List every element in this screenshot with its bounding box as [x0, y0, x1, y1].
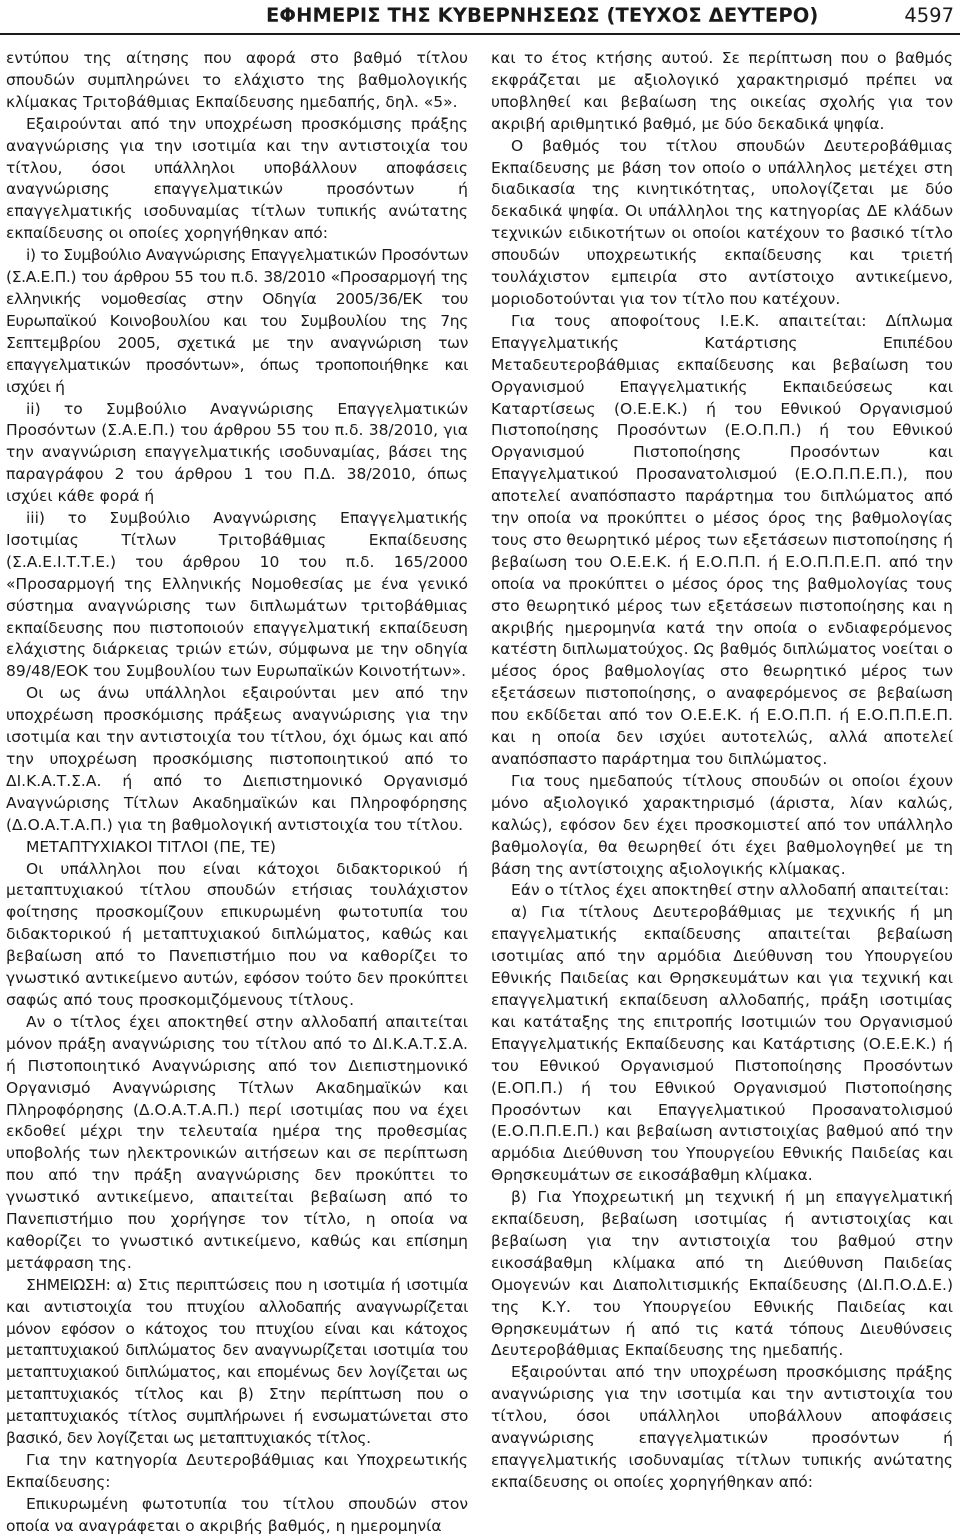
paragraph: i) το Συμβούλιο Αναγνώρισης Επαγγελματικών Προσόντων (Σ.Α.Ε.Π.) του άρθρου 55 του π.δ. 38/2010 «Προσαρμογή της ελληνικής νομοθεσίας στην Οδηγία 2005/36/ΕΚ του Ευρωπαϊκού Κοινοβουλίου και του Συμβουλίου της 7ης Σεπτεμβρίου 2005, σχετικά με την αναγνώριση των επαγγελματικών προσόντων», όπως τροποποιήθηκε και ισχύει ή — [6, 246, 468, 396]
paragraph: iii) το Συμβούλιο Αναγνώρισης Επαγγελματικής Ισοτιμίας Τίτλων Τριτοβάθμιας Εκπαίδευσης (Σ.Α.Ε.Ι.Τ.Τ.Ε.) του άρθρου 10 του π.δ. 165/2000 «Προσαρμογή της Ελληνικής Νομοθεσίας με ένα γενικό σύστημα αναγνώρισης των διπλωμάτων τριτοβάθμιας εκπαίδευσης που πιστοποιούν επαγγελματική εκπαίδευση ελάχιστης διάρκειας τριών ετών, σύμφωνα με την οδηγία 89/48/ΕΟΚ του Συμβουλίου των Ευρωπαϊκών Κοινοτήτων». — [6, 509, 468, 681]
paragraph: Εάν ο τίτλος έχει αποκτηθεί στην αλλοδαπή απαιτείται: — [511, 881, 950, 900]
paragraph: Για τους ημεδαπούς τίτλους σπουδών οι οποίοι έχουν μόνο αξιολογικό χαρακτηρισμό (άριστα, λίαν καλώς, καλώς), εφόσον δεν έχει προσκομιστεί από τον υπάλληλο βαθμολογία, θα θεωρηθεί ότι έχει βαθμολογηθεί με τη βάση της αντίστοιχης αξιολογικής κλίμακας. — [491, 771, 953, 878]
paragraph: Εξαιρούνται από την υποχρέωση προσκόμισης πράξης αναγνώρισης για την ισοτιμία και την αντιστοιχία του τίτλου, όσοι υπάλληλοι υποβάλλουν αποφάσεις αναγνώρισης επαγγελματικών προσόντων ή επαγγελματικής ισοδυναμίας τίτλων τυπικής ανώτατης εκπαίδευσης οι οποίες χορηγήθηκαν από: — [491, 1363, 953, 1491]
paragraph: και το έτος κτήσης αυτού. Σε περίπτωση που ο βαθμός εκφράζεται με αξιολογικό χαρακτηρισμό πρέπει να υποβληθεί και βεβαίωση της οικείας σχολής για τον ακριβή αριθμητικό βαθμό, με δύο δεκαδικά ψηφία. — [491, 49, 953, 133]
paragraph: Αν ο τίτλος έχει αποκτηθεί στην αλλοδαπή απαιτείται μόνον πράξη αναγνώρισης του τίτλου από το ΔΙ.Κ.Α.Τ.Σ.Α. ή Πιστοποιητικό Αναγνώρισης από τον Διεπιστημονικό Οργανισμό Αναγνώρισης Τίτλων Ακαδημαϊκών και Πληροφόρησης (Δ.Ο.Α.Τ.Α.Π.) περί ισοτιμίας που να έχει εκδοθεί μέχρι την τελευταία ημέρα της προθεσμίας υποβολής των ηλεκτρονικών αιτήσεων και σε περίπτωση που από την πράξη αναγνώρισης δεν προκύπτει το γνωστικό αντικείμενο, απαιτείται βεβαίωση από το Πανεπιστήμιο που χορήγησε τον τίτλο, η οποία να καθορίζει το γνωστικό αντικείμενο, καθώς και επίσημη μετάφραση της. — [6, 1012, 468, 1272]
paragraph: Εξαιρούνται από την υποχρέωση προσκόμισης πράξης αναγνώρισης για την ισοτιμία και την αντιστοιχία του τίτλου, όσοι υπάλληλοι υποβάλλουν αποφάσεις αναγνώρισης επαγγελματικών προσόντων ή επαγγελματικής ισοδυναμίας τίτλων τυπικής ανώτατης εκπαίδευσης οι οποίες χορηγήθηκαν από: — [6, 114, 468, 243]
page-number: 4597 — [904, 4, 954, 27]
paragraph: Επικυρωμένη φωτοτυπία του τίτλου σπουδών στον οποία να αναγράφεται ο ακριβής βαθμός, η ημερομηνία — [6, 1494, 468, 1535]
right-column — [491, 48, 953, 1491]
paragraph: Οι υπάλληλοι που είναι κάτοχοι διδακτορικού ή μεταπτυχιακού τίτλου σπουδών ετήσιας τουλάχιστον φοίτησης προσκομίζουν επικυρωμένη φωτοτυπία του διδακτορικού ή μεταπτυχιακού διπλώματος, καθώς και βεβαίωση από το Πανεπιστήμιο που να καθορίζει το γνωστικό αντικείμενο αυτών, εφόσον τούτο δεν προκύπτει σαφώς από τους προσκομιζόμενους τίτλους. — [6, 859, 468, 1009]
paragraph: β) Για Υποχρεωτική μη τεχνική ή μη επαγγελματική εκπαίδευση, βεβαίωση ισοτιμίας ή αντιστοιχίας και βεβαίωση για την αντιστοιχία του βαθμού στην εικοσάβαθμη κλίμακα από τη Διεύθυνση Παιδείας Ομογενών και Διαπολιτισμικής Εκπαίδευσης (ΔΙ.Π.Ο.Δ.Ε.) της Κ.Υ. του Υπουργείου Εθνικής Παιδείας και Θρησκευμάτων ή από τις κατά τόπους Διευθύνσεις Δευτεροβάθμιας Εκπαίδευσης της ημεδαπής. — [491, 1188, 953, 1360]
page-header — [0, 0, 960, 34]
paragraph: α) Για τίτλους Δευτεροβάθμιας με τεχνικής ή μη επαγγελματικής εκπαίδευσης απαιτείται βεβαίωση ισοτιμίας από την αρμόδια Διεύθυνση του Υπουργείου Εθνικής Παιδείας και Θρησκευμάτων και για τεχνική και επαγγελματική εκπαίδευση αλλοδαπής, πράξη ισοτιμίας και κατάταξης της επιτροπής Ισοτιμιών του Οργανισμού Επαγγελματικής Εκπαίδευσης και Κατάρτισης (Ο.Ε.Ε.Κ.) ή του Εθνικού Οργανισμού Πιστοποίησης Προσόντων (Ε.ΟΠ.Π.) ή του Εθνικού Οργανισμού Πιστοποίησης Προσόντων και Επαγγελματικού Προσανατολισμού (Ε.Ο.Π.Π.Ε.Π.) και βεβαίωση αντιστοιχίας βαθμού από την αρμόδια Διεύθυνση του Υπουργείου Εθνικής Παιδείας και Θρησκευμάτων σε εικοσάβαθμη κλίμακα. — [491, 903, 953, 1185]
paragraph: Οι ως άνω υπάλληλοι εξαιρούνται μεν από την υποχρέωση προσκόμισης πράξεως αναγνώρισης για την ισοτιμία και την αντιστοιχία του τίτλου, όχι όμως και από την υποχρέωση προσκόμισης πιστοποιητικού από το ΔΙ.Κ.Α.Τ.Σ.Α. ή από το Διεπιστημονικό Οργανισμό Αναγνώρισης Τίτλων Ακαδημαϊκών και Πληροφόρησης (Δ.Ο.Α.Τ.Α.Π.) για τη βαθμολογική αντιστοιχία του τίτλου. — [6, 684, 468, 834]
paragraph: ii) το Συμβούλιο Αναγνώρισης Επαγγελματικών Προσόντων (Σ.Α.Ε.Π.) του άρθρου 55 του π.δ. 38/2010, για την αναγνώριση επαγγελματικής ισοδυναμίας, βάσει της παραγράφου 2 του άρθρου 1 του Π.Δ. 38/2010, όπως ισχύει κάθε φορά ή — [6, 399, 468, 506]
note-paragraph: ΣΗΜΕΙΩΣΗ: α) Στις περιπτώσεις που η ισοτιμία ή ισοτιμία και αντιστοιχία του πτυχίου αλλοδαπής αναγνωρίζεται μόνον εφόσον ο κάτοχος του πτυχίου είναι και κάτοχος μεταπτυχιακού διπλώματος δεν αναγνωρίζεται ισοτιμία του μεταπτυχιακού διπλώματος, και επομένως δεν λογίζεται ως μεταπτυχιακός τίτλος και β) Στην περίπτωση που ο μεταπτυχιακός τίτλος συμπλήρωνει ή ενσωματώνεται στο βασικό, δεν λογίζεται ως μεταπτυχιακός τίτλος. — [6, 1275, 468, 1448]
left-column — [6, 48, 468, 1535]
header-rule — [0, 33, 960, 35]
paragraph: Για τους αποφοίτους Ι.Ε.Κ. απαιτείται: Δίπλωμα Επαγγελματικής Κατάρτισης Επιπέδου Μεταδευτεροβάθμιας εκπαίδευσης και βεβαίωση του Οργανισμού Επαγγελματικής Εκπαιδεύσεως και Καταρτίσεως (Ο.Ε.Ε.Κ.) ή του Εθνικού Οργανισμού Πιστοποίησης Προσόντων (Ε.Ο.Π.Π.) ή του Εθνικού Οργανισμού Πιστοποίησης Προσόντων και Επαγγελματικού Προσανατολισμού (Ε.Ο.Π.Π.Ε.Π.), που αποτελεί αναπόσπαστο παράρτημα του διπλώματος από την οποία να προκύπτει ο μέσος όρος της βαθμολογίας τους στο θεωρητικό μέρος των εξετάσεων πιστοποίησης ή βεβαίωση του Ο.Ε.Ε.Κ. ή Ε.Ο.Π.Π. ή Ε.Ο.Π.Π.Ε.Π. από την οποία να προκύπτει ο μέσος όρος της βαθμολογίας τους στο θεωρητικό μέρος των εξετάσεων πιστοποίησης και η ακριβής ημερομηνία κατά την οποία ο ενδιαφερόμενος κατέστη διπλωματούχος. Ως βαθμός διπλώματος νοείται ο μέσος όρος βαθμολογίας στο θεωρητικό μέρος των εξετάσεων πιστοποίησης, ο αναφερόμενος σε βεβαίωση που εκδίδεται από τον Ο.Ε.Ε.Κ. ή Ε.Ο.Π.Π. ή Ε.Ο.Π.Π.Ε.Π. και η οποία δεν ισχύει αυτοτελώς, αλλά αποτελεί αναπόσπαστο παράρτημα του διπλώματος. — [491, 311, 953, 768]
gazette-title: ΕΦΗΜΕΡΙΣ ΤΗΣ ΚΥΒΕΡΝΗΣΕΩΣ (ΤΕΥΧΟΣ ΔΕΥΤΕΡΟ) — [266, 4, 819, 27]
section-heading: ΜΕΤΑΠΤΥΧΙΑΚΟΙ ΤΙΤΛΟΙ (ΠΕ, ΤΕ) — [26, 837, 276, 856]
paragraph: Για την κατηγορία Δευτεροβάθμιας και Υποχρεωτικής Εκπαίδευσης: — [6, 1451, 468, 1491]
paragraph: Ο βαθμός του τίτλου σπουδών Δευτεροβάθμιας Εκπαίδευσης με βάση τον οποίο ο υπάλληλος μετέχει στη διαδικασία της κινητικότητας, υπολογίζεται με δύο δεκαδικά ψηφία. Οι υπάλληλοι της κατηγορίας ΔΕ κλάδων τεχνικών ειδικοτήτων οι οποίοι κατέχουν το βασικό τίτλο σπουδών υποχρεωτικής εκπαίδευσης και τριετή τουλάχιστον εμπειρία στο αντίστοιχο αντικείμενο, μοριοδοτούνται για τον τίτλο που κατέχουν. — [491, 136, 953, 308]
paragraph: εντύπου της αίτησης που αφορά στο βαθμό τίτλου σπουδών συμπληρώνει το ελάχιστο της βαθμολογικής κλίμακας Τριτοβάθμιας Εκπαίδευσης ημεδαπής, δηλ. «5». — [6, 49, 468, 111]
